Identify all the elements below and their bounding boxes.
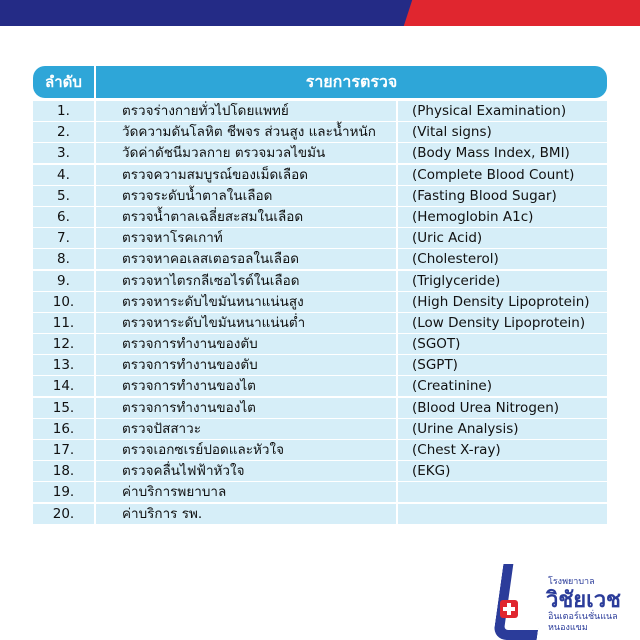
row-thai-text: ตรวจร่างกายทั่วไปโดยแพทย์	[122, 103, 289, 119]
row-thai-text: วัดค่าดัชนีมวลกาย ตรวจมวลไขมัน	[122, 145, 326, 162]
row-english-text: (Hemoglobin A1c)	[412, 208, 534, 225]
row-thai-cell	[96, 376, 396, 396]
row-thai-text: ตรวจหาไตรกลีเซอไรด์ในเลือด	[122, 272, 300, 289]
row-thai-text: ตรวจระดับน้ำตาลในเลือด	[122, 187, 273, 204]
row-number: 14.	[33, 376, 94, 396]
row-english-cell	[398, 419, 607, 439]
row-thai-cell	[96, 461, 396, 481]
table-row	[33, 207, 607, 228]
row-english-cell	[398, 101, 607, 121]
top-band-red	[416, 0, 640, 26]
row-english-text: (High Density Lipoprotein)	[412, 293, 590, 310]
header-title: รายการตรวจ	[96, 66, 607, 98]
row-thai-cell	[96, 101, 396, 121]
row-english-text: (EKG)	[412, 463, 451, 480]
row-english-text: (Creatinine)	[412, 378, 493, 395]
row-thai-text: ตรวจการทำงานของไต	[122, 378, 256, 395]
row-number: 9.	[33, 271, 94, 291]
row-thai-text: ตรวจการทำงานของตับ	[122, 336, 258, 353]
row-english-cell	[398, 228, 607, 248]
row-number: 3.	[33, 143, 94, 163]
logo-line2: วิชัยเวช	[546, 588, 621, 613]
row-number: 10.	[33, 292, 94, 312]
row-english-cell	[398, 143, 607, 163]
row-english-cell	[398, 504, 607, 524]
row-english-cell	[398, 376, 607, 396]
table-row	[33, 419, 607, 440]
row-thai-cell	[96, 228, 396, 248]
table-row	[33, 186, 607, 207]
row-english-text: (Triglyceride)	[412, 272, 501, 289]
table-row	[33, 461, 607, 482]
row-number: 6.	[33, 207, 94, 227]
row-english-text: (Urine Analysis)	[412, 420, 519, 437]
row-thai-text: ตรวจหาระดับไขมันหนาแน่นต่ำ	[122, 314, 306, 331]
table-row	[33, 334, 607, 355]
row-english-text: (SGPT)	[412, 357, 458, 374]
table-row	[33, 440, 607, 461]
row-thai-cell	[96, 355, 396, 375]
row-thai-cell	[96, 398, 396, 418]
row-english-text: (Cholesterol)	[412, 251, 499, 268]
row-english-text: (Chest X-ray)	[412, 442, 501, 458]
table-row	[33, 313, 607, 334]
row-english-cell	[398, 334, 607, 354]
row-thai-text: ตรวจการทำงานของไต	[122, 399, 256, 416]
row-thai-text: ตรวจการทำงานของตับ	[122, 357, 258, 374]
row-thai-cell	[96, 334, 396, 354]
row-thai-text: ตรวจความสมบูรณ์ของเม็ดเลือด	[122, 166, 309, 183]
checkup-table	[33, 66, 607, 525]
row-number: 17.	[33, 440, 94, 460]
row-number: 11.	[33, 313, 94, 333]
row-english-text: (Complete Blood Count)	[412, 166, 575, 183]
row-english-text: (Uric Acid)	[412, 230, 483, 247]
row-thai-text: ตรวจน้ำตาลเฉลี่ยสะสมในเลือด	[122, 208, 304, 225]
table-row	[33, 482, 607, 503]
row-thai-cell	[96, 143, 396, 163]
row-thai-cell	[96, 271, 396, 291]
row-english-text: (Vital signs)	[412, 124, 492, 141]
row-number: 15.	[33, 398, 94, 418]
table-row	[33, 122, 607, 143]
row-english-text: (Fasting Blood Sugar)	[412, 187, 557, 204]
logo-line4: หนองแขม	[548, 623, 588, 633]
row-english-cell	[398, 165, 607, 185]
row-english-cell	[398, 482, 607, 502]
table-row	[33, 355, 607, 376]
row-english-text: (Body Mass Index, BMI)	[412, 145, 570, 162]
row-english-cell	[398, 313, 607, 333]
row-thai-cell	[96, 292, 396, 312]
logo-line3: อินเตอร์เนชั่นแนล	[548, 612, 618, 622]
row-thai-text: ตรวจหาโรคเกาท์	[122, 230, 223, 247]
row-english-cell	[398, 398, 607, 418]
table-row	[33, 228, 607, 249]
row-thai-text: ค่าบริการพยาบาล	[122, 484, 227, 501]
row-number: 13.	[33, 355, 94, 375]
hospital-logo	[494, 560, 640, 640]
row-thai-cell	[96, 186, 396, 206]
table-row	[33, 292, 607, 313]
row-english-text: (Low Density Lipoprotein)	[412, 314, 586, 331]
header-number: ลำดับ	[33, 66, 94, 98]
row-thai-cell	[96, 313, 396, 333]
row-english-cell	[398, 249, 607, 269]
logo-line1: โรงพยาบาล	[548, 577, 595, 587]
logo-cross-icon	[500, 600, 518, 618]
row-thai-text: ตรวจปัสสาวะ	[122, 420, 201, 437]
row-number: 5.	[33, 186, 94, 206]
table-header	[33, 66, 607, 98]
table-row	[33, 504, 607, 525]
top-band-blue	[0, 0, 416, 26]
row-thai-cell	[96, 419, 396, 439]
row-english-cell	[398, 186, 607, 206]
row-number: 16.	[33, 419, 94, 439]
row-number: 4.	[33, 165, 94, 185]
row-english-cell	[398, 122, 607, 142]
row-english-text: (Blood Urea Nitrogen)	[412, 399, 560, 416]
row-thai-text: วัดความดันโลหิต ชีพจร ส่วนสูง และน้ำหนัก	[122, 124, 376, 141]
row-thai-text: ตรวจหาระดับไขมันหนาแน่นสูง	[122, 293, 304, 310]
row-english-cell	[398, 440, 607, 460]
row-english-text: (Physical Examination)	[412, 103, 567, 119]
row-thai-text: ค่าบริการ รพ.	[122, 505, 203, 522]
row-thai-text: ตรวจคลื่นไฟฟ้าหัวใจ	[122, 463, 245, 480]
table-body	[33, 101, 607, 525]
table-row	[33, 376, 607, 397]
row-english-cell	[398, 292, 607, 312]
row-english-cell	[398, 271, 607, 291]
row-number: 1.	[33, 101, 94, 121]
row-thai-cell	[96, 207, 396, 227]
row-english-text: (SGOT)	[412, 336, 461, 353]
row-thai-cell	[96, 482, 396, 502]
row-number: 18.	[33, 461, 94, 481]
row-thai-cell	[96, 504, 396, 524]
table-row	[33, 398, 607, 419]
row-english-cell	[398, 355, 607, 375]
row-number: 2.	[33, 122, 94, 142]
table-row	[33, 143, 607, 164]
table-row	[33, 101, 607, 122]
row-number: 7.	[33, 228, 94, 248]
row-thai-text: ตรวจหาคอเลสเตอรอลในเลือด	[122, 251, 299, 268]
row-english-cell	[398, 461, 607, 481]
row-number: 12.	[33, 334, 94, 354]
row-english-cell	[398, 207, 607, 227]
row-thai-text: ตรวจเอกซเรย์ปอดและหัวใจ	[122, 442, 284, 458]
row-thai-cell	[96, 440, 396, 460]
row-thai-cell	[96, 165, 396, 185]
table-row	[33, 271, 607, 292]
table-row	[33, 165, 607, 186]
row-thai-cell	[96, 249, 396, 269]
row-thai-cell	[96, 122, 396, 142]
row-number: 20.	[33, 504, 94, 524]
row-number: 19.	[33, 482, 94, 502]
table-row	[33, 249, 607, 270]
row-number: 8.	[33, 249, 94, 269]
